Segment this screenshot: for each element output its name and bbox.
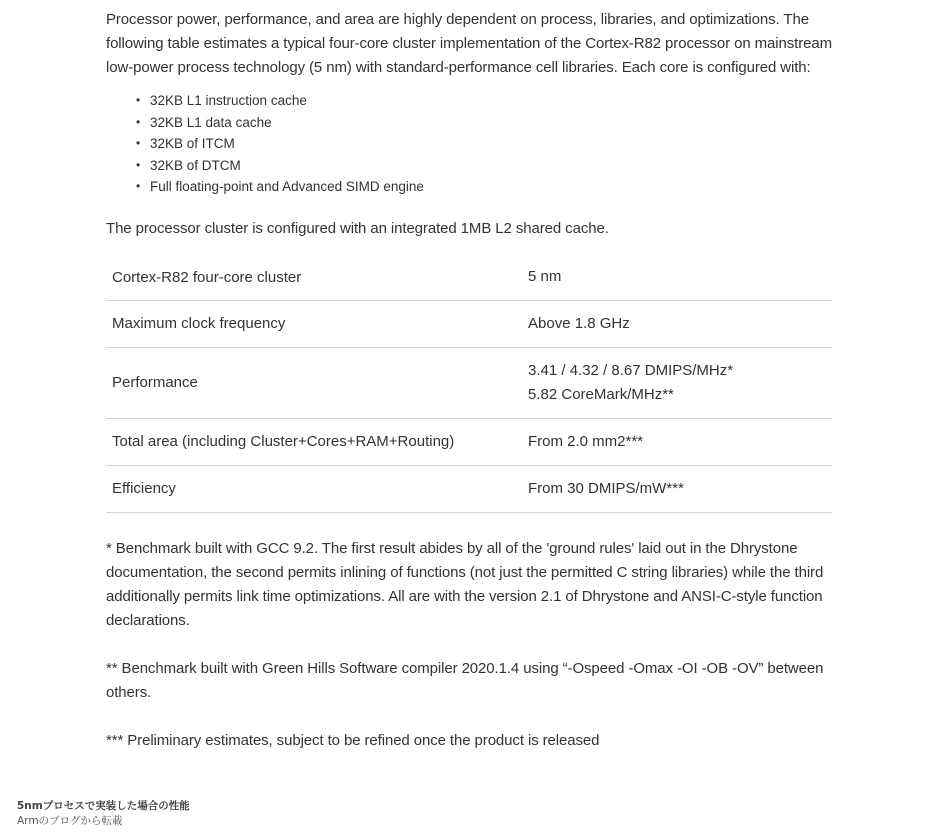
bullet-icon: • [136,179,141,193]
value-line: From 30 DMIPS/mW*** [528,479,684,497]
row-label: Total area (including Cluster+Cores+RAM+Routing) [106,418,522,465]
row-value [522,255,832,301]
value-line: 5.82 CoreMark/MHz** [528,385,674,403]
list-item [136,90,832,112]
bullet-icon: • [136,157,141,172]
feature-text: Full floating-point and Advanced SIMD engine [150,179,424,194]
row-label: Cortex-R82 four-core cluster [106,255,522,301]
feature-text: 32KB of ITCM [150,136,235,151]
list-item [136,133,832,155]
cluster-note: The processor cluster is configured with an integrated 1MB L2 shared cache. [106,219,609,237]
feature-text: 32KB of DTCM [150,157,241,173]
table-row [106,465,832,512]
caption-title: 5nmプロセスで実装した場合の性能 [17,800,190,812]
list-item [136,176,832,198]
image-caption [17,799,190,829]
table-row [106,255,832,301]
value-line: Above 1.8 GHz [528,314,630,332]
footnote-2: ** Benchmark built with Green Hills Software compiler 2020.1.4 using “-Ospeed -Omax -OI -OB -OV” between others. [106,659,824,701]
caption-source: Armのブログから転載 [17,815,123,827]
list-item [136,112,832,134]
bullet-icon: • [136,114,141,129]
bullet-icon: • [136,93,141,107]
spec-table [106,255,832,513]
value-line: 5 nm [528,268,562,285]
article-content [106,8,832,753]
bullet-icon: • [136,136,141,150]
row-label: Maximum clock frequency [106,300,522,347]
row-label: Efficiency [106,465,522,512]
row-label: Performance [106,347,522,418]
feature-text: 32KB L1 data cache [150,114,272,130]
table-row [106,300,832,347]
intro-paragraph: Processor power, performance, and area are highly dependent on process, libraries, and optimizations. The following table estimates a typical four-core cluster implementation of the Cortex-R82 processor on mainstream low-power process technology (5 nm) with standard-performance cell libraries. Each core is configured with: [106,11,832,76]
footnote-3: *** Preliminary estimates, subject to be refined once the product is released [106,731,600,749]
list-item [136,155,832,177]
row-value [522,347,832,418]
value-line: 3.41 / 4.32 / 8.67 DMIPS/MHz* [528,361,734,379]
table-row [106,418,832,465]
row-value [522,465,832,512]
table-row [106,347,832,418]
feature-text: 32KB L1 instruction cache [150,93,307,108]
row-value [522,300,832,347]
footnote-1: * Benchmark built with GCC 9.2. The first result abides by all of the 'ground rules' laid out in the Dhrystone documentation, the second permits inlining of functions (not just the permitted C string libraries) while the third additionally permits link time optimizations. All are with the version 2.1 of Dhrystone and ANSI-C-style function declarations. [106,539,824,629]
row-value [522,418,832,465]
value-line: From 2.0 mm2*** [528,432,644,450]
core-features-list [106,90,832,198]
